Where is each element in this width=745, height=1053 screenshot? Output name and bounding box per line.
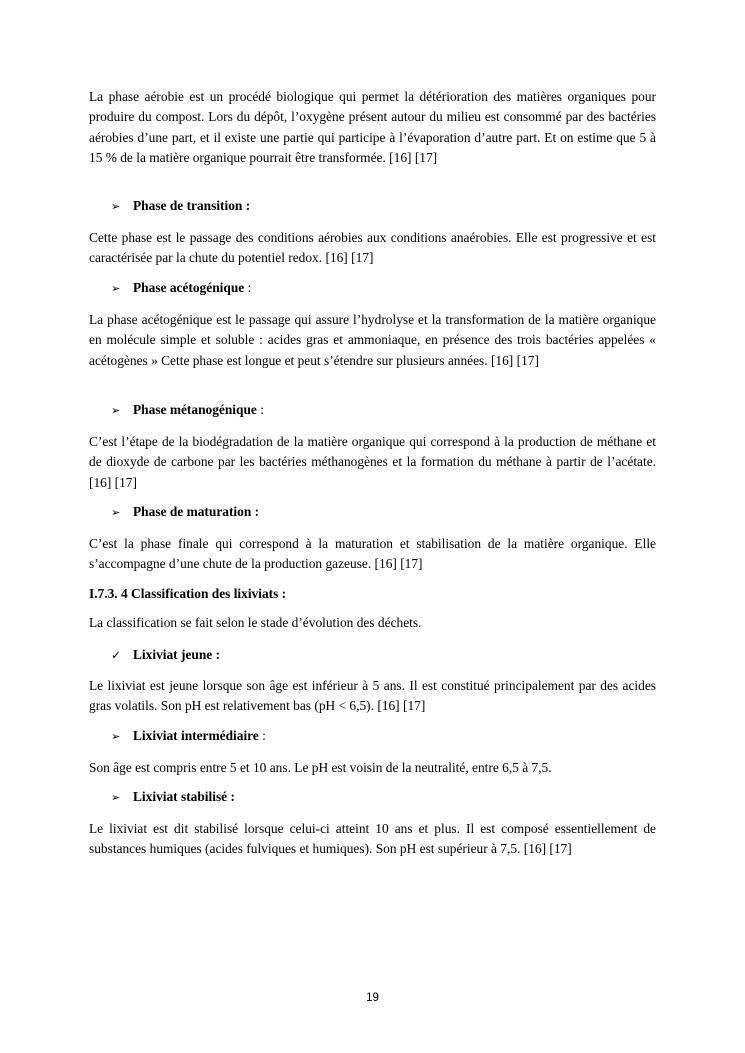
paragraph-acetogenic-phase: La phase acétogénique est le passage qui assure l’hydrolyse et la transformation de la matière organique en molécule simple et soluble : acides gras et ammoniaque, en présence des trois bactéries appelées « acétogènes » Cette phase est longue et peut s’étendre sur plusieurs années. [16] [17]: [89, 312, 656, 368]
bullet-transition-phase: [111, 196, 250, 217]
paragraph-transition-phase: Cette phase est le passage des conditions aérobies aux conditions anaérobies. Elle est progressive et est caractérisée par la chute du potentiel redox. [16] [17]: [89, 230, 656, 266]
bullet-label: Lixiviat jeune :: [133, 647, 221, 662]
arrow-bullet-icon: ➢: [111, 282, 121, 295]
bullet-suffix: :: [244, 280, 252, 295]
bullet-suffix: :: [258, 728, 266, 743]
check-bullet-icon: ✓: [111, 648, 122, 662]
paragraph-stabilized-leachate: Le lixiviat est dit stabilisé lorsque celui-ci atteint 10 ans et plus. Il est composé essentiellement de substances humiques (acides fulviques et humiques). Son pH est supérieur à 7,5. [16] [17]: [89, 821, 656, 857]
paragraph-young-leachate: Le lixiviat est jeune lorsque son âge est inférieur à 5 ans. Il est constitué principalement par des acides gras volatils. Son pH est relativement bas (pH < 6,5). [16] [17]: [89, 678, 656, 714]
arrow-bullet-icon: ➢: [111, 791, 121, 804]
paragraph-methanogenic-phase: C’est l’étape de la biodégradation de la matière organique qui correspond à la production de méthane et de dioxyde de carbone par les bactéries méthanogènes et la formation du méthane à partir de l’acétate. [16] [17]: [89, 434, 656, 490]
paragraph-classification-intro: La classification se fait selon le stade d’évolution des déchets.: [89, 615, 422, 630]
bullet-label: Phase de transition :: [133, 198, 251, 213]
bullet-acetogenic-phase: [111, 278, 251, 299]
bullet-maturation-phase: [111, 502, 259, 523]
bullet-stabilized-leachate: [111, 787, 235, 808]
bullet-label: Lixiviat intermédiaire: [133, 728, 259, 743]
page-number: 19: [366, 992, 379, 1004]
arrow-bullet-icon: ➢: [111, 404, 121, 417]
bullet-label: Phase de maturation :: [133, 504, 260, 519]
bullet-intermediate-leachate: [111, 726, 266, 747]
arrow-bullet-icon: ➢: [111, 506, 121, 519]
bullet-label: Lixiviat stabilisé :: [133, 789, 235, 804]
bullet-label: Phase acétogénique: [133, 280, 245, 295]
section-heading: I.7.3. 4 Classification des lixiviats :: [89, 586, 287, 601]
bullet-suffix: :: [256, 402, 264, 417]
arrow-bullet-icon: ➢: [111, 730, 121, 743]
bullet-young-leachate: [111, 645, 220, 665]
paragraph-intermediate-leachate: Son âge est compris entre 5 et 10 ans. Le pH est voisin de la neutralité, entre 6,5 à 7,5.: [89, 760, 552, 775]
arrow-bullet-icon: ➢: [111, 200, 121, 213]
paragraph-maturation-phase: C’est la phase finale qui correspond à la maturation et stabilisation de la matière organique. Elle s’accompagne d’une chute de la production gazeuse. [16] [17]: [89, 536, 656, 572]
bullet-label: Phase métanogénique: [133, 402, 257, 417]
paragraph-aerobic-phase: La phase aérobie est un procédé biologique qui permet la détérioration des matières organiques pour produire du compost. Lors du dépôt, l’oxygène présent autour du milieu est consommé par des bactéries aérobies d’une part, et il existe une partie qui participe à l’évaporation d’autre part. Et on estime que 5 à 15 % de la matière organique pourrait être transformée. [16] [17]: [89, 89, 656, 165]
bullet-methanogenic-phase: [111, 400, 264, 421]
